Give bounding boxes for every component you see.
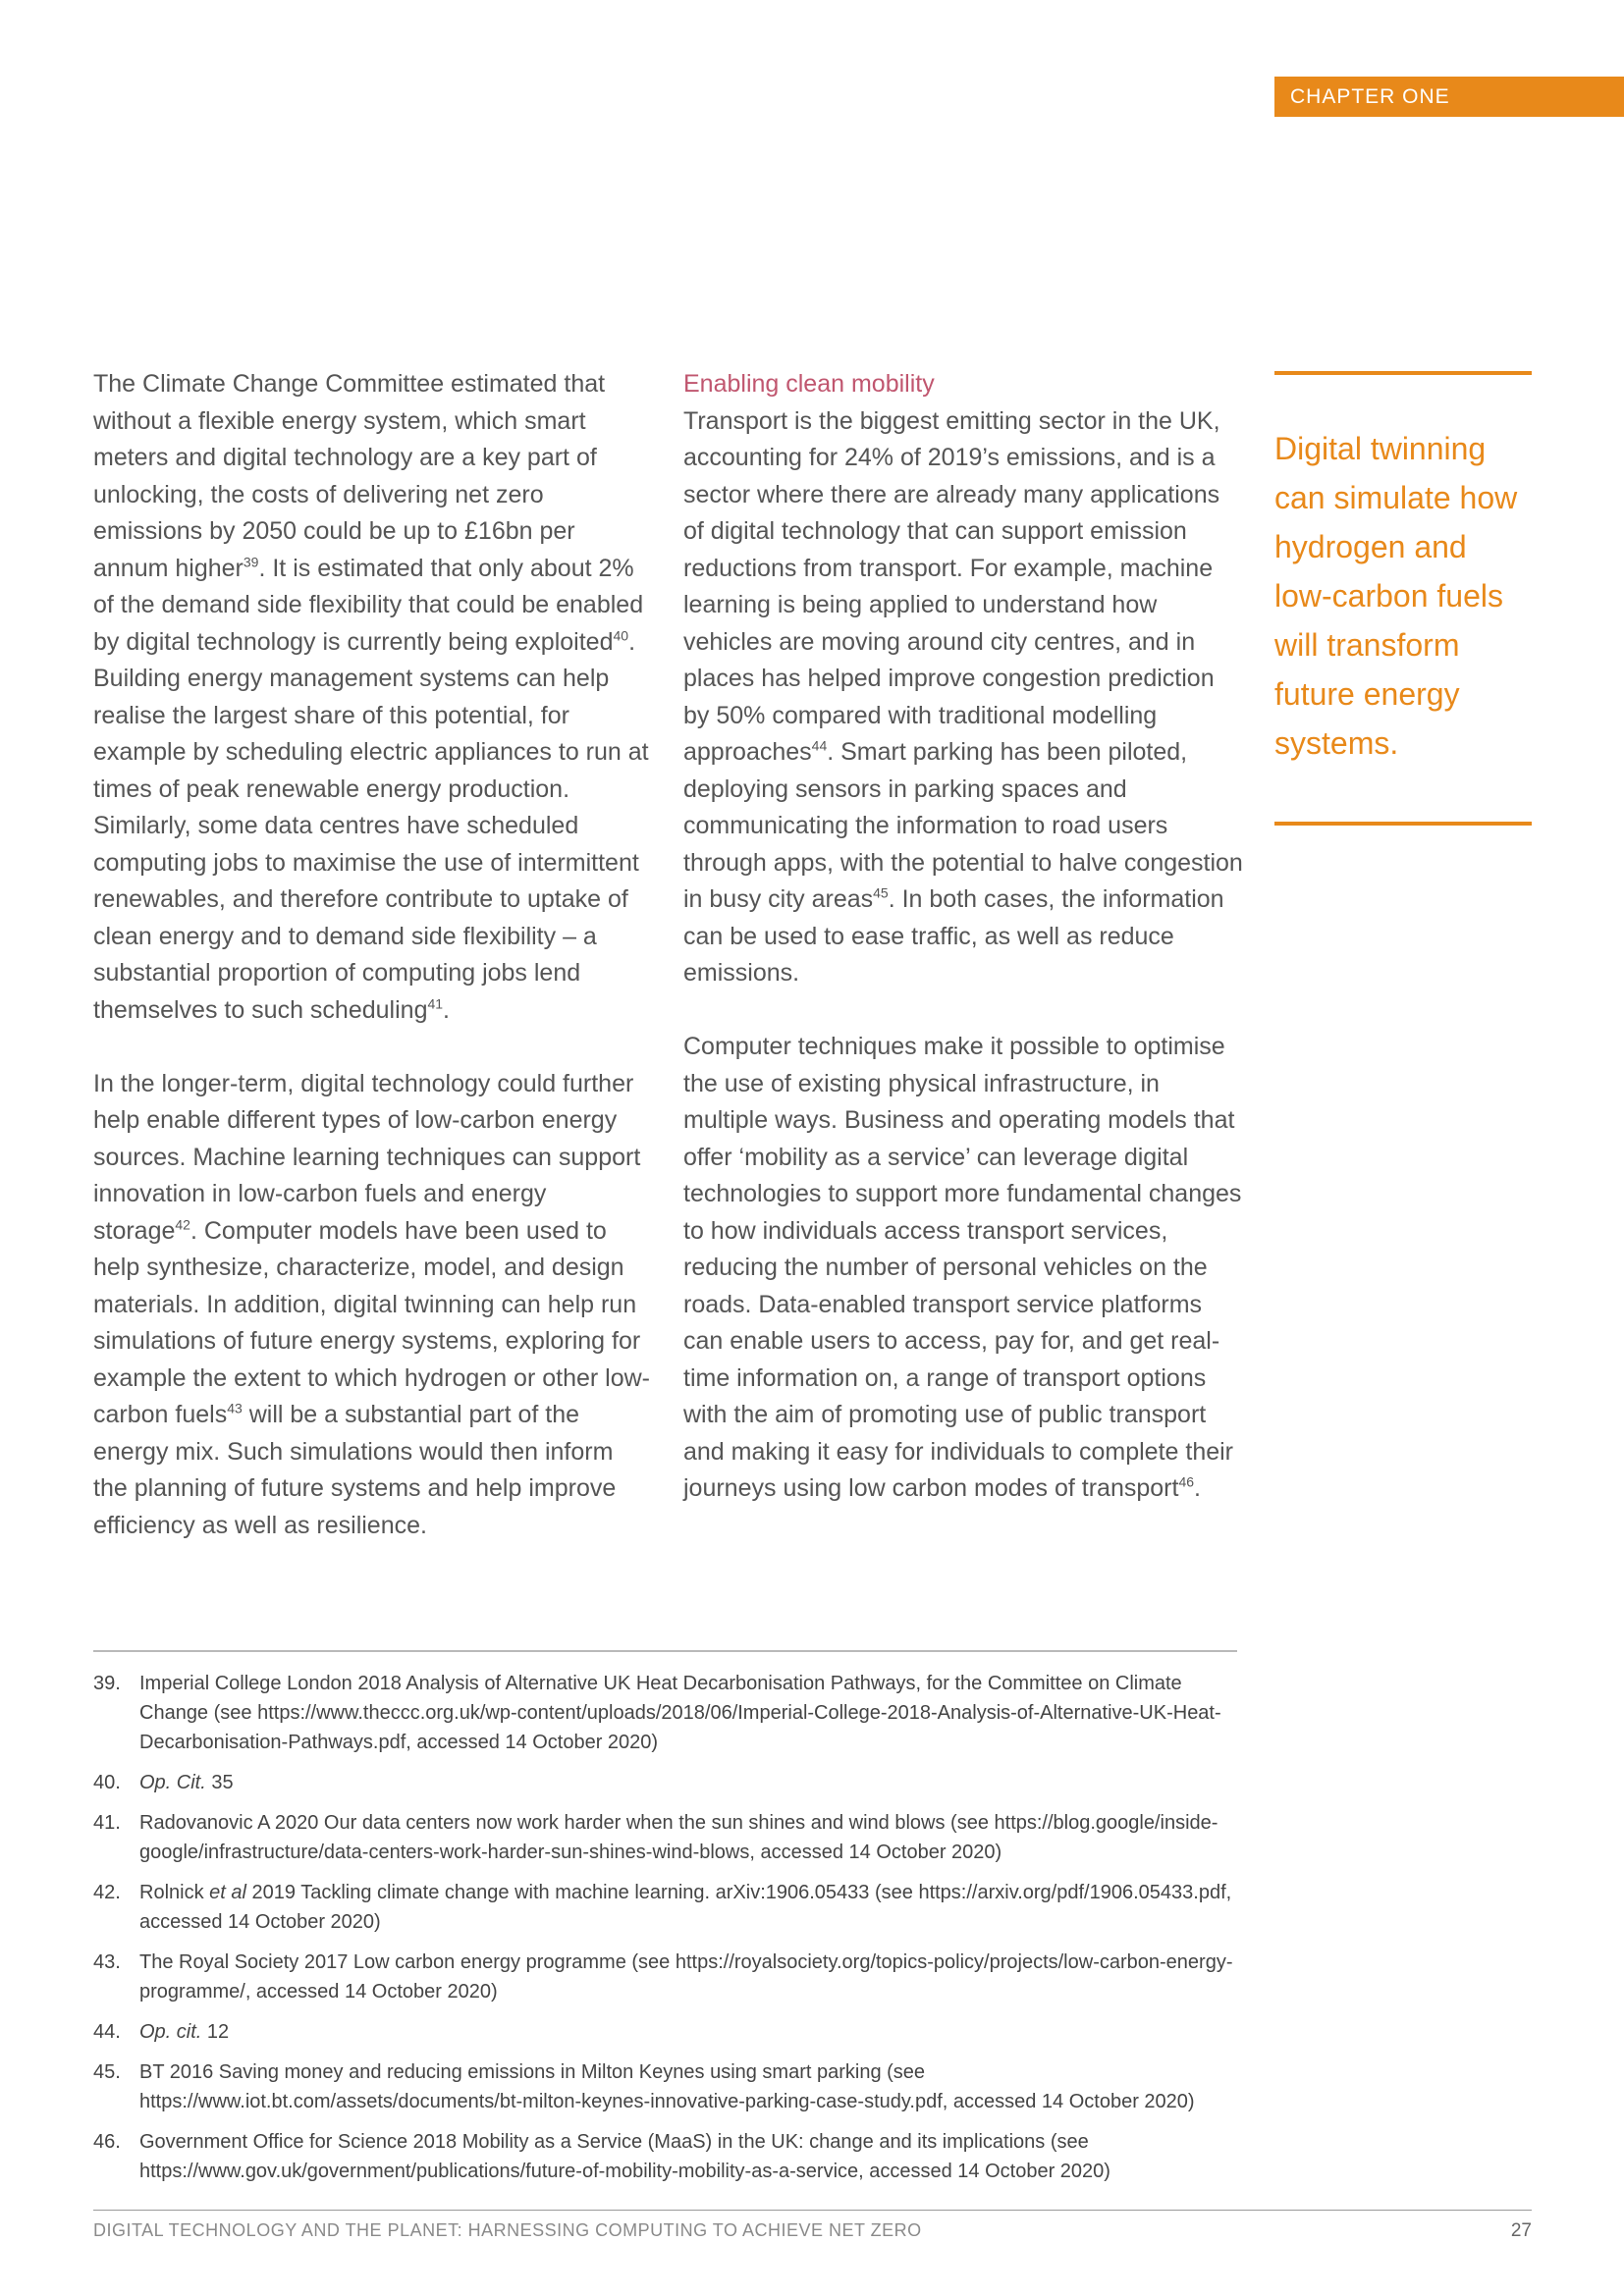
pullquote-text: Digital twinning can simulate how hydrogen and low-carbon fuels will transform future energy systems.: [1274, 431, 1518, 761]
middle-paragraph-2: Computer techniques make it possible to optimise the use of existing physical infrastructure, in multiple ways. Business and operating models that offer ‘mobility as a service’ can leverage digital technologies to support more fundamental changes to how individuals access transport services, reducing the number of personal vehicles on the roads. Data-enabled transport service platforms can enable users to access, pay for, and get real-time information on, a range of transport options with the aim of promoting use of public transport and making it easy for individuals to complete their journeys using low carbon modes of transport$^{46}$.: [683, 1033, 1242, 1502]
footnote-ref-45[interactable]: 45: [873, 884, 889, 901]
footnote-ref-44[interactable]: 44: [811, 737, 828, 754]
chapter-label: CHAPTER ONE: [1274, 77, 1624, 117]
footnote-ref-41[interactable]: 41: [427, 995, 444, 1012]
footnote-44: 44. Op. cit. 12: [93, 2021, 230, 2043]
left-paragraph-2: In the longer-term, digital technology could further help enable different types of low-carbon energy sources. Machine learning techniques can support innovation in low-carbon fuels and energy storage$^{42}$. Computer models have been used to help synthesize, characterize, model, and design materials. In addition, digital twinning can help run simulations of future energy systems, exploring for example the extent to which hydrogen or other low-carbon fuels$^{43}$ will be a substantial part of the energy mix. Such simulations would then inform the planning of future systems and help improve efficiency as well as resilience.: [93, 1069, 650, 1539]
footnote-ref-43[interactable]: 43: [227, 1400, 243, 1416]
left-paragraph-1: The Climate Change Committee estimated that without a flexible energy system, which smart meters and digital technology are a key part of unlocking, the costs of delivering net zero emissions by 2050 could be up to £16bn per annum higher$^{39}$. It is estimated that only about 2% of the demand side flexibility that could be enabled by digital technology is currently being exploited$^{40}$. Building energy management systems can help realise the largest share of this potential, for example by scheduling electric appliances to run at times of peak renewable energy production. Similarly, some data centres have scheduled computing jobs to maximise the use of intermittent renewables, and therefore contribute to uptake of clean energy and to demand side flexibility – a substantial proportion of computing jobs lend themselves to such scheduling$^{41}$.: [93, 370, 649, 1024]
footnotes-divider: [93, 1650, 1237, 1652]
footnote-ref-40[interactable]: 40: [613, 627, 629, 644]
footer-title: DIGITAL TECHNOLOGY AND THE PLANET: HARNESSING COMPUTING TO ACHIEVE NET ZERO: [93, 2220, 922, 2240]
pullquote: [1274, 371, 1532, 826]
middle-paragraph-1: Enabling clean mobility Transport is the biggest emitting sector in the UK, accounting for 24% of 2019’s emissions, and is a sector where there are already many applications of digital technology that can support emission reductions from transport. For example, machine learning is being applied to understand how vehicles are moving around city centres, and in places has helped improve congestion prediction by 50% compared with traditional modelling approaches$^{44}$. Smart parking has been piloted, deploying sensors in parking spaces and communicating the information to road users through apps, with the potential to halve congestion in busy city areas$^{45}$. In both cases, the information can be used to ease traffic, as well as reduce emissions.: [683, 370, 1243, 987]
footnotes: [93, 1669, 1237, 2197]
footnote-39: 39. Imperial College London 2018 Analysis of Alternative UK Heat Decarbonisation Pathways, for the Committee on Climate Change (see https://www.theccc.org.uk/wp-content/uploads/2018/06/Imperial-College-2018-Analysis-of-Alternative-UK-Heat-Decarbonisation-Pathways.pdf, accessed 14 October 2020): [93, 1673, 1221, 1753]
section-heading: Enabling clean mobility: [683, 370, 935, 398]
footnote-42: 42. Rolnick et al 2019 Tackling climate change with machine learning. arXiv:1906.05433 (see https://arxiv.org/pdf/1906.05433.pdf, accessed 14 October 2020): [93, 1882, 1232, 1933]
page-number: 27: [1510, 2220, 1532, 2241]
footnote-43: 43. The Royal Society 2017 Low carbon energy programme (see https://royalsociety.org/topics-policy/projects/low-carbon-energy-programme/, accessed 14 October 2020): [93, 1951, 1233, 2002]
footnote-ref-39[interactable]: 39: [243, 554, 259, 570]
footnote-40: 40. Op. Cit. 35: [93, 1772, 234, 1793]
left-column: [93, 366, 653, 1544]
footnote-41: 41. Radovanovic A 2020 Our data centers now work harder when the sun shines and wind blows (see https://blog.google/inside-google/infrastructure/data-centers-work-harder-sun-shines-wind-blows, accessed 14 October 2020): [93, 1812, 1218, 1863]
middle-column: [683, 366, 1243, 1508]
footnote-ref-42[interactable]: 42: [175, 1216, 190, 1233]
footer-divider: [93, 2210, 1532, 2211]
footnote-ref-46[interactable]: 46: [1178, 1473, 1195, 1490]
footnote-45: 45. BT 2016 Saving money and reducing emissions in Milton Keynes using smart parking (see https://www.iot.bt.com/assets/documents/bt-milton-keynes-innovative-parking-case-study.pdf, accessed 14 October 2020): [93, 2061, 1195, 2112]
footnote-46: 46. Government Office for Science 2018 Mobility as a Service (MaaS) in the UK: change and its implications (see https://www.gov.uk/government/publications/future-of-mobility-mobility-as-a-service, accessed 14 October 2020): [93, 2131, 1110, 2182]
